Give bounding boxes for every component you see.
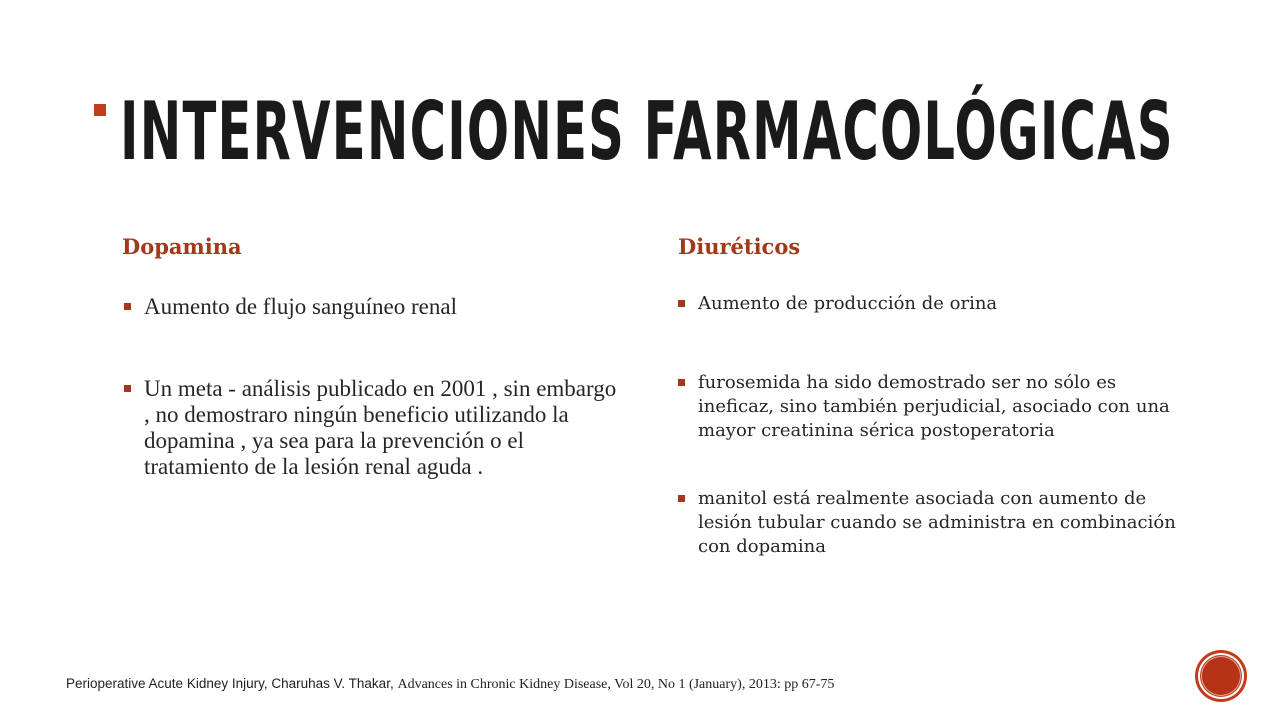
diureticos-bullet-list (678, 292, 1178, 559)
page-number-badge (1198, 653, 1244, 699)
dopamina-bullet-list (124, 294, 624, 480)
dopamina-heading: Dopamina (122, 234, 242, 259)
title-accent-square (94, 104, 106, 116)
bullet-text: Aumento de flujo sanguíneo renal (144, 294, 457, 319)
citation (66, 676, 834, 693)
square-bullet-icon (124, 303, 131, 310)
square-bullet-icon (678, 495, 685, 502)
diureticos-heading: Diuréticos (678, 234, 801, 259)
bullet-text: Un meta - análisis publicado en 2001 , sin embargo , no demostraro ningún beneficio utilizando la dopamina , ya sea para la prevención o el tratamiento de la lesión renal aguda . (144, 376, 617, 479)
badge-ring (1201, 656, 1241, 696)
citation-authors: Perioperative Acute Kidney Injury, Charuhas V. Thakar, (66, 676, 398, 691)
bullet-text: Aumento de producción de orina (698, 293, 998, 314)
list-item (124, 376, 624, 480)
list-item (124, 294, 624, 320)
square-bullet-icon (678, 300, 685, 307)
square-bullet-icon (124, 385, 131, 392)
bullet-text: furosemida ha sido demostrado ser no sólo es ineficaz, sino también perjudicial, asociado con una mayor creatinina sérica postoperatoria (698, 372, 1170, 441)
slide-title: INTERVENCIONES FARMACOLÓGICAS (120, 85, 1174, 178)
square-bullet-icon (678, 379, 685, 386)
list-item (678, 292, 1178, 316)
citation-journal: Advances in Chronic Kidney Disease, Vol 20, No 1 (January), 2013: pp 67-75 (397, 677, 835, 692)
list-item (678, 487, 1178, 559)
list-item (678, 371, 1178, 443)
bullet-text: manitol está realmente asociada con aumento de lesión tubular cuando se administra en combinación con dopamina (698, 488, 1176, 557)
